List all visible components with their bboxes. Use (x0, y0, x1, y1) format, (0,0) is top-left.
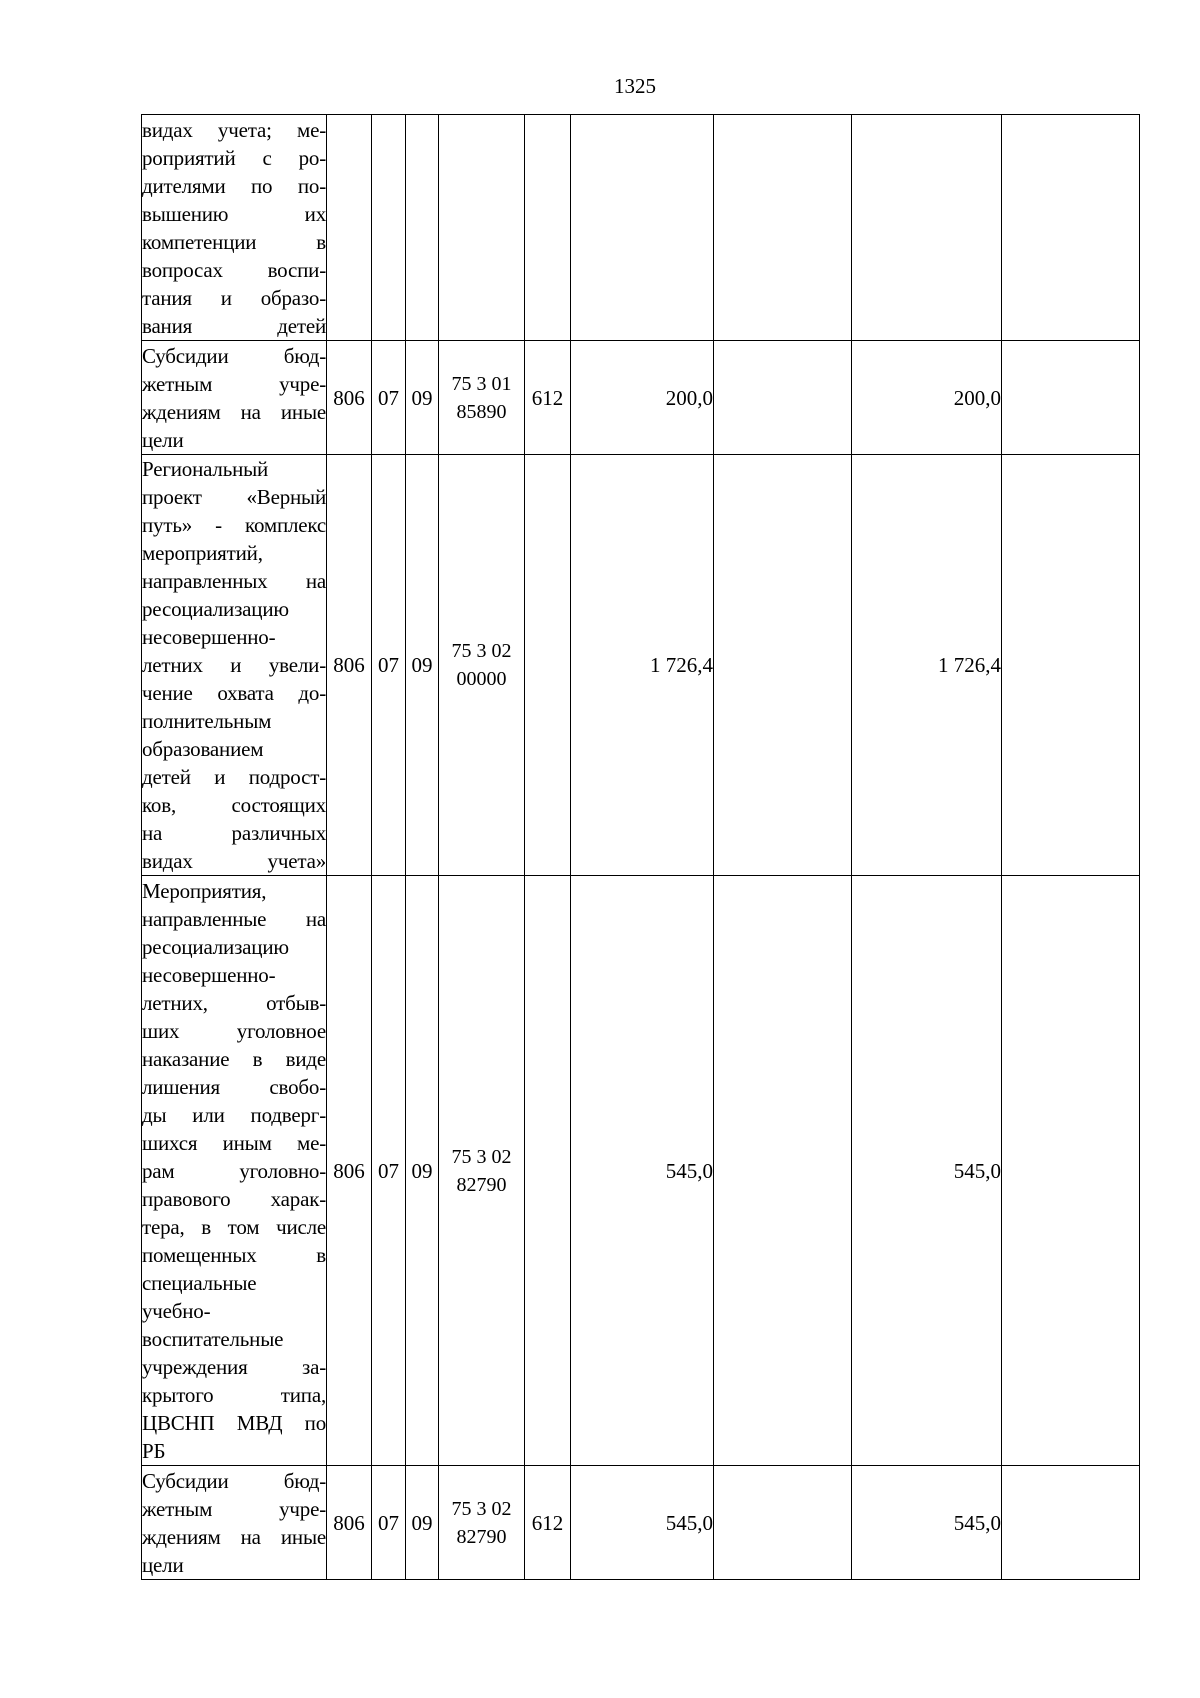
amount-total: 545,0 (571, 876, 714, 1466)
ministry-code (327, 115, 372, 341)
amount-col-b (714, 115, 852, 341)
amount-col-b (714, 1466, 852, 1580)
table-row (142, 876, 1140, 1466)
amount-col-d (1002, 115, 1140, 341)
section-code: 07 (372, 455, 406, 876)
table-row (142, 115, 1140, 341)
expense-type-code (525, 876, 571, 1466)
target-article-cell (439, 1466, 525, 1580)
amount-col-c: 1 726,4 (852, 455, 1002, 876)
amount-col-b (714, 341, 852, 455)
subsection-code (406, 115, 439, 341)
target-article-line2: 82790 (456, 1173, 507, 1196)
subsection-code: 09 (406, 341, 439, 455)
amount-total (571, 115, 714, 341)
amount-total: 545,0 (571, 1466, 714, 1580)
table-row (142, 455, 1140, 876)
target-article-line1: 75 3 02 (451, 1145, 512, 1168)
row-name: Мероприятия, направленные на ресоциализацию несовершенно- летних, отбыв- ших уголовное наказание в виде лишения свобо- ды или подверг- шихся иным ме- рам уголовно- правового харак- тера, в том числе помещенных в специальные учебно- воспитательные учреждения за- крытого типа, ЦВСНП МВД по РБ (142, 878, 326, 1463)
target-article-line2: 82790 (456, 1525, 507, 1548)
amount-col-d (1002, 1466, 1140, 1580)
target-article-line2: 00000 (456, 668, 507, 690)
row-name-cell (142, 115, 327, 341)
expense-type-code: 612 (525, 341, 571, 455)
target-article-cell (439, 455, 525, 876)
section-code: 07 (372, 876, 406, 1466)
table-row (142, 341, 1140, 455)
ministry-code: 806 (327, 455, 372, 876)
amount-col-c: 545,0 (852, 876, 1002, 1466)
target-article-cell (439, 876, 525, 1466)
section-code: 07 (372, 1466, 406, 1580)
subsection-code: 09 (406, 455, 439, 876)
row-name: Субсидии бюд- жетным учре- ждениям на иные цели (142, 1468, 326, 1577)
row-name-cell (142, 341, 327, 455)
target-article-line1: 75 3 01 (451, 372, 512, 395)
budget-table (141, 114, 1140, 1580)
row-name: Субсидии бюд- жетным учре- ждениям на иные цели (142, 343, 326, 452)
row-name-cell (142, 455, 327, 876)
amount-col-b (714, 455, 852, 876)
expense-type-code (525, 115, 571, 341)
amount-col-d (1002, 876, 1140, 1466)
section-code (372, 115, 406, 341)
ministry-code: 806 (327, 341, 372, 455)
target-article-line1: 75 3 02 (451, 1497, 512, 1520)
subsection-code: 09 (406, 1466, 439, 1580)
row-name-cell (142, 1466, 327, 1580)
expense-type-code: 612 (525, 1466, 571, 1580)
page-number: 1325 (614, 74, 656, 98)
ministry-code: 806 (327, 876, 372, 1466)
amount-total: 200,0 (571, 341, 714, 455)
ministry-code: 806 (327, 1466, 372, 1580)
expense-type-code (525, 455, 571, 876)
amount-col-c (852, 115, 1002, 341)
target-article-line1: 75 3 02 (451, 640, 512, 662)
subsection-code: 09 (406, 876, 439, 1466)
amount-col-c: 200,0 (852, 341, 1002, 455)
row-name: видах учета; ме- роприятий с ро- дителями по по- вышению их компетенции в вопросах воспи- тания и образо- вания детей (142, 117, 326, 338)
target-article-cell (439, 341, 525, 455)
amount-total: 1 726,4 (571, 455, 714, 876)
target-article-line2: 85890 (456, 400, 507, 423)
row-name: Региональный проект «Верный путь» - комплекс мероприятий, направленных на ресоциализацию несовершенно- летних и увели- чение охвата до- полнительным образованием детей и подрост- ков, состоящих на различных видах учета» (142, 457, 326, 873)
amount-col-c: 545,0 (852, 1466, 1002, 1580)
amount-col-d (1002, 341, 1140, 455)
amount-col-b (714, 876, 852, 1466)
section-code: 07 (372, 341, 406, 455)
table-row (142, 1466, 1140, 1580)
row-name-cell (142, 876, 327, 1466)
amount-col-d (1002, 455, 1140, 876)
target-article-cell (439, 115, 525, 341)
